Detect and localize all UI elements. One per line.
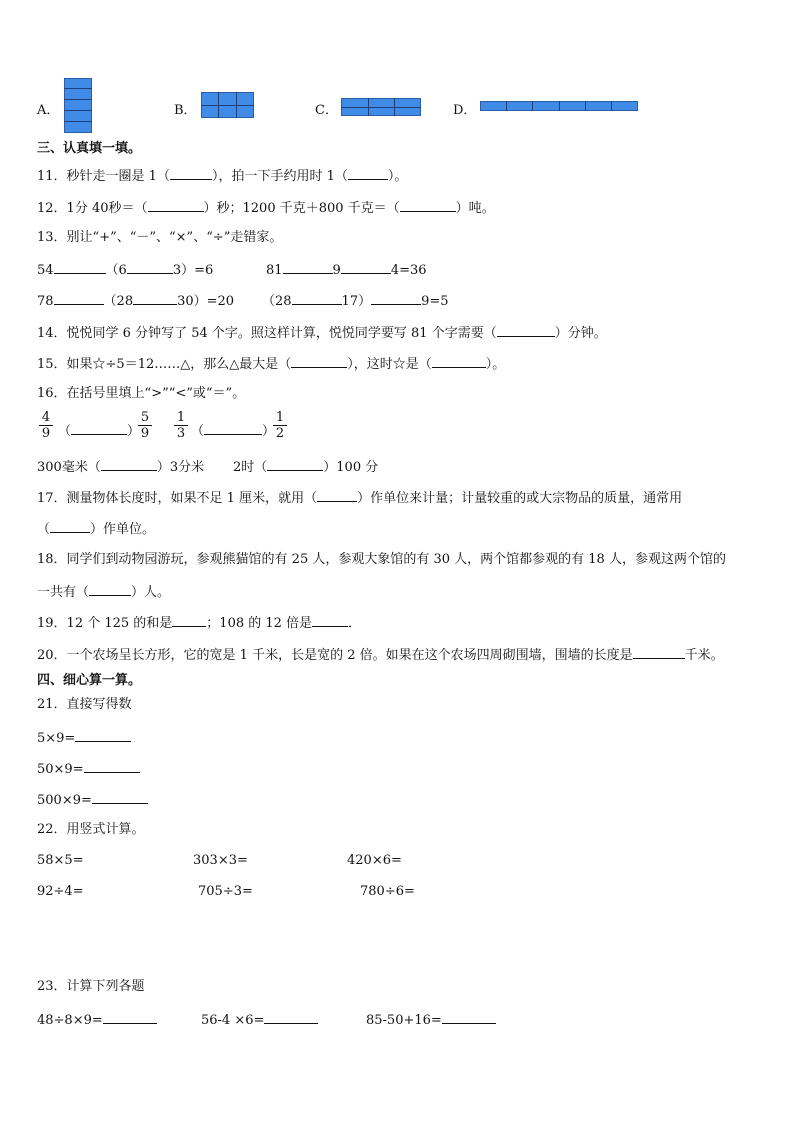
- option-c-label: C．: [315, 103, 338, 118]
- answer-blank[interactable]: [348, 167, 388, 180]
- question-21-item-1: 5×9=: [37, 729, 131, 747]
- option-a-label: A．: [37, 103, 60, 118]
- answer-blank[interactable]: [54, 261, 106, 274]
- fraction-4-9: $\frac{4}{9}$: [39, 410, 53, 441]
- question-17-line-1: 17．测量物体长度时，如果不足 1 厘米，就用（ ）作单位来计量；计量较重的或大宗物品的质量，通常用: [37, 491, 683, 506]
- question-23-title: 23．计算下列各题: [37, 979, 145, 994]
- option-d-label: D．: [453, 103, 477, 118]
- question-23-item-2: 56-4 ×6=: [201, 1011, 318, 1029]
- question-13-row-1b: 81 9 4=36: [266, 263, 427, 278]
- question-13-intro: 13．别让“+”、“－”、“×”、“÷”走错家。: [37, 230, 283, 245]
- question-21-item-2: 50×9=: [37, 760, 140, 778]
- answer-blank[interactable]: [283, 261, 333, 274]
- question-18-line-1: 18．同学们到动物园游玩，参观熊猫馆的有 25 人，参观大象馆的有 30 人，两个馆都参观的有 18 人，参观这两个馆的: [37, 552, 726, 567]
- section-4-heading: 四、细心算一算。: [37, 673, 142, 688]
- question-22-item-6: 780÷6=: [360, 884, 415, 899]
- question-22-title: 22．用竖式计算。: [37, 822, 145, 837]
- answer-blank[interactable]: [442, 1011, 496, 1024]
- question-13-row-2b: （28 17） 9=5: [262, 294, 449, 309]
- answer-blank[interactable]: [92, 791, 148, 804]
- question-22-item-2: 303×3=: [193, 853, 248, 868]
- answer-blank[interactable]: [54, 292, 104, 305]
- comparison-2: （ ）: [191, 424, 276, 439]
- question-13-row-1a: 54 （6 3）=6: [37, 263, 214, 278]
- question-19: 19．12 个 125 的和是 ；108 的 12 倍是 ．: [37, 616, 362, 631]
- answer-blank[interactable]: [71, 422, 127, 435]
- question-23-item-1: 48÷8×9=: [37, 1011, 157, 1029]
- answer-blank[interactable]: [89, 583, 131, 596]
- answer-blank[interactable]: [127, 261, 173, 274]
- fraction-1-2: $\frac{1}{2}$: [273, 410, 287, 441]
- question-23-item-3: 85-50+16=: [366, 1011, 496, 1029]
- section-3-heading: 三、认真填一填。: [37, 141, 142, 156]
- question-20: 20．一个农场呈长方形，它的宽是 1 千米，长是宽的 2 倍。如果在这个农场四周砌围墙，围墙的长度是 千米。: [37, 648, 724, 663]
- question-21-item-3: 500×9=: [37, 791, 148, 809]
- answer-blank[interactable]: [371, 292, 421, 305]
- answer-blank[interactable]: [267, 458, 323, 471]
- fraction-1-3: $\frac{1}{3}$: [174, 410, 188, 441]
- question-22-item-4: 92÷4=: [37, 884, 84, 899]
- answer-blank[interactable]: [170, 167, 212, 180]
- question-17-line-2: （ ）作单位。: [37, 522, 156, 537]
- answer-blank[interactable]: [341, 261, 391, 274]
- answer-blank[interactable]: [317, 489, 357, 502]
- option-b-label: B．: [174, 103, 197, 118]
- question-18-line-2: 一共有（ ）人。: [37, 585, 171, 600]
- comparison-3: 300毫米（ ）3分米: [37, 460, 205, 475]
- answer-blank[interactable]: [101, 458, 157, 471]
- question-22-item-1: 58×5=: [37, 853, 84, 868]
- answer-blank[interactable]: [292, 292, 342, 305]
- answer-blank[interactable]: [432, 355, 486, 368]
- answer-blank[interactable]: [103, 1011, 157, 1024]
- answer-blank[interactable]: [172, 614, 206, 627]
- answer-blank[interactable]: [133, 292, 177, 305]
- fraction-5-9: $\frac{5}{9}$: [138, 410, 152, 441]
- answer-blank[interactable]: [291, 355, 347, 368]
- answer-blank[interactable]: [75, 729, 131, 742]
- answer-blank[interactable]: [264, 1011, 318, 1024]
- question-12: 12．1分 40秒＝（ ）秒；1200 千克＋800 千克＝（ ）吨。: [37, 201, 495, 216]
- question-13-row-2a: 78 （28 30）=20: [37, 294, 235, 309]
- question-15: 15．如果☆÷5＝12……△，那么△最大是（ ），这时☆是（ ）。: [37, 357, 506, 372]
- answer-blank[interactable]: [50, 520, 90, 533]
- answer-blank[interactable]: [633, 646, 685, 659]
- comparison-4: 2时（ ）100 分: [233, 460, 379, 475]
- answer-blank[interactable]: [148, 199, 204, 212]
- question-22-item-5: 705÷3=: [198, 884, 253, 899]
- answer-blank[interactable]: [84, 760, 140, 773]
- answer-blank[interactable]: [497, 324, 555, 337]
- comparison-1: （ ）: [58, 424, 141, 439]
- answer-blank[interactable]: [312, 614, 348, 627]
- question-14: 14．悦悦同学 6 分钟写了 54 个字。照这样计算，悦悦同学要写 81 个字需要（ ）分钟。: [37, 326, 607, 341]
- answer-blank[interactable]: [400, 199, 456, 212]
- question-21-title: 21．直接写得数: [37, 697, 132, 712]
- question-16-intro: 16．在括号里填上“>”“<”或“＝”。: [37, 386, 246, 401]
- answer-blank[interactable]: [204, 422, 262, 435]
- question-11: 11．秒针走一圈是 1（ ），拍一下手约用时 1（ ）。: [37, 169, 408, 184]
- question-22-item-3: 420×6=: [347, 853, 402, 868]
